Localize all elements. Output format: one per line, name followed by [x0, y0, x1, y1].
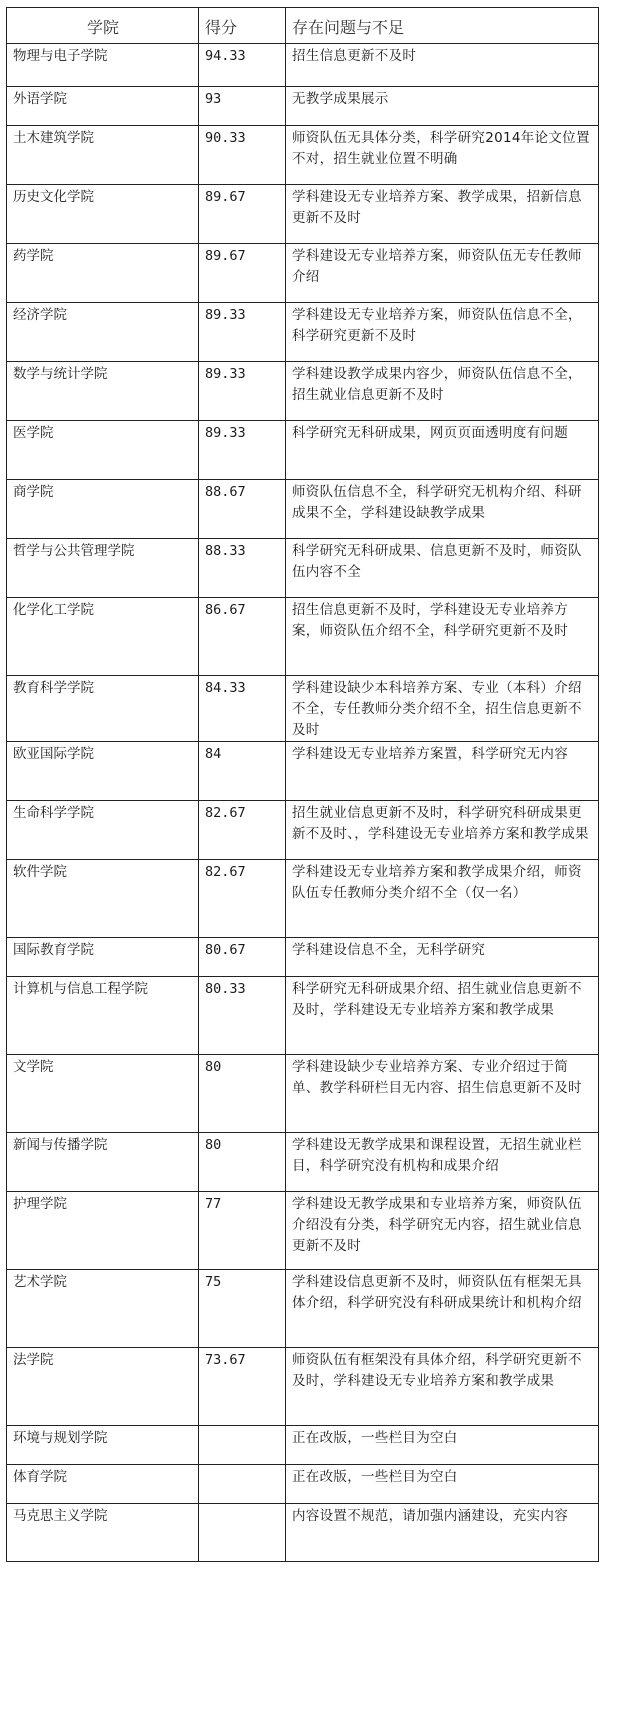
table-row [7, 598, 599, 676]
table-row [7, 480, 599, 539]
table-row [7, 362, 599, 421]
college-name-cell: 外语学院 [7, 87, 199, 126]
score-cell: 94.33 [199, 44, 286, 87]
issues-cell: 学科建设无专业培养方案，师资队伍信息不全，科学研究更新不及时 [286, 303, 599, 362]
score-cell: 84 [199, 742, 286, 801]
header-issues: 存在问题与不足 [286, 8, 599, 44]
score-cell: 88.33 [199, 539, 286, 598]
table-row [7, 1426, 599, 1465]
table-row [7, 1055, 599, 1133]
issues-cell: 内容设置不规范，请加强内涵建设，充实内容 [286, 1504, 599, 1562]
score-cell [199, 1465, 286, 1504]
issues-cell: 学科建设无专业培养方案和教学成果介绍，师资队伍专任教师分类介绍不全（仅一名） [286, 860, 599, 938]
college-name-cell: 软件学院 [7, 860, 199, 938]
score-cell: 88.67 [199, 480, 286, 539]
table-body [7, 44, 599, 1562]
score-cell: 89.33 [199, 303, 286, 362]
college-name-cell: 欧亚国际学院 [7, 742, 199, 801]
header-college: 学院 [7, 8, 199, 44]
table-row [7, 126, 599, 185]
score-cell: 80.33 [199, 977, 286, 1055]
score-cell: 89.67 [199, 185, 286, 244]
score-cell: 84.33 [199, 676, 286, 742]
college-name-cell: 化学化工学院 [7, 598, 199, 676]
college-name-cell: 文学院 [7, 1055, 199, 1133]
issues-cell: 学科建设无专业培养方案置，科学研究无内容 [286, 742, 599, 801]
issues-cell: 无教学成果展示 [286, 87, 599, 126]
score-cell: 80 [199, 1133, 286, 1192]
college-name-cell: 体育学院 [7, 1465, 199, 1504]
issues-cell: 正在改版，一些栏目为空白 [286, 1465, 599, 1504]
issues-cell: 科学研究无科研成果介绍、招生就业信息更新不及时，学科建设无专业培养方案和教学成果 [286, 977, 599, 1055]
college-name-cell: 药学院 [7, 244, 199, 303]
score-cell: 80 [199, 1055, 286, 1133]
issues-cell: 学科建设教学成果内容少，师资队伍信息不全，招生就业信息更新不及时 [286, 362, 599, 421]
header-score: 得分 [199, 8, 286, 44]
table-row [7, 742, 599, 801]
table-row [7, 1504, 599, 1562]
issues-cell: 学科建设无教学成果和专业培养方案，师资队伍介绍没有分类，科学研究无内容，招生就业信息更新不及时 [286, 1192, 599, 1270]
score-cell: 75 [199, 1270, 286, 1348]
college-name-cell: 教育科学学院 [7, 676, 199, 742]
issues-cell: 学科建设缺少本科培养方案、专业（本科）介绍不全，专任教师分类介绍不全，招生信息更新不及时 [286, 676, 599, 742]
table-row [7, 87, 599, 126]
table-row [7, 303, 599, 362]
issues-cell: 招生就业信息更新不及时，科学研究科研成果更新不及时、，学科建设无专业培养方案和教学成果 [286, 801, 599, 860]
score-cell: 89.33 [199, 421, 286, 480]
table-row [7, 44, 599, 87]
table-row [7, 1192, 599, 1270]
score-cell: 89.33 [199, 362, 286, 421]
issues-cell: 招生信息更新不及时 [286, 44, 599, 87]
college-name-cell: 物理与电子学院 [7, 44, 199, 87]
table-row [7, 676, 599, 742]
table-row [7, 421, 599, 480]
score-cell: 77 [199, 1192, 286, 1270]
college-name-cell: 新闻与传播学院 [7, 1133, 199, 1192]
table-row [7, 1270, 599, 1348]
issues-cell: 学科建设缺少专业培养方案、专业介绍过于简单、教学科研栏目无内容、招生信息更新不及时 [286, 1055, 599, 1133]
table-row [7, 1348, 599, 1426]
college-name-cell: 经济学院 [7, 303, 199, 362]
college-name-cell: 商学院 [7, 480, 199, 539]
table-row [7, 938, 599, 977]
college-name-cell: 历史文化学院 [7, 185, 199, 244]
table-row [7, 1465, 599, 1504]
issues-cell: 学科建设无专业培养方案，师资队伍无专任教师介绍 [286, 244, 599, 303]
score-cell: 93 [199, 87, 286, 126]
score-cell: 82.67 [199, 860, 286, 938]
college-name-cell: 护理学院 [7, 1192, 199, 1270]
college-name-cell: 哲学与公共管理学院 [7, 539, 199, 598]
issues-cell: 师资队伍信息不全，科学研究无机构介绍、科研成果不全，学科建设缺教学成果 [286, 480, 599, 539]
table-row [7, 1133, 599, 1192]
issues-cell: 科学研究无科研成果，网页页面透明度有问题 [286, 421, 599, 480]
table-row [7, 539, 599, 598]
issues-cell: 师资队伍有框架没有具体介绍，科学研究更新不及时，学科建设无专业培养方案和教学成果 [286, 1348, 599, 1426]
score-cell: 86.67 [199, 598, 286, 676]
score-cell: 82.67 [199, 801, 286, 860]
issues-cell: 学科建设信息不全，无科学研究 [286, 938, 599, 977]
college-name-cell: 国际教育学院 [7, 938, 199, 977]
issues-cell: 学科建设无专业培养方案、教学成果，招新信息更新不及时 [286, 185, 599, 244]
score-cell [199, 1426, 286, 1465]
college-name-cell: 马克思主义学院 [7, 1504, 199, 1562]
table-row [7, 244, 599, 303]
issues-cell: 科学研究无科研成果、信息更新不及时，师资队伍内容不全 [286, 539, 599, 598]
college-name-cell: 艺术学院 [7, 1270, 199, 1348]
score-cell: 73.67 [199, 1348, 286, 1426]
college-name-cell: 数学与统计学院 [7, 362, 199, 421]
table-row [7, 860, 599, 938]
score-cell: 80.67 [199, 938, 286, 977]
college-name-cell: 医学院 [7, 421, 199, 480]
table-row [7, 977, 599, 1055]
college-name-cell: 土木建筑学院 [7, 126, 199, 185]
college-name-cell: 法学院 [7, 1348, 199, 1426]
score-cell [199, 1504, 286, 1562]
issues-cell: 招生信息更新不及时，学科建设无专业培养方案，师资队伍介绍不全，科学研究更新不及时 [286, 598, 599, 676]
college-evaluation-table [6, 7, 599, 1562]
college-name-cell: 生命科学学院 [7, 801, 199, 860]
issues-cell: 学科建设无教学成果和课程设置，无招生就业栏目，科学研究没有机构和成果介绍 [286, 1133, 599, 1192]
table-row [7, 801, 599, 860]
table-header-row [7, 8, 599, 44]
issues-cell: 正在改版，一些栏目为空白 [286, 1426, 599, 1465]
issues-cell: 学科建设信息更新不及时，师资队伍有框架无具体介绍，科学研究没有科研成果统计和机构介绍 [286, 1270, 599, 1348]
table-row [7, 185, 599, 244]
college-name-cell: 环境与规划学院 [7, 1426, 199, 1465]
college-name-cell: 计算机与信息工程学院 [7, 977, 199, 1055]
score-cell: 90.33 [199, 126, 286, 185]
score-cell: 89.67 [199, 244, 286, 303]
issues-cell: 师资队伍无具体分类，科学研究2014年论文位置不对，招生就业位置不明确 [286, 126, 599, 185]
